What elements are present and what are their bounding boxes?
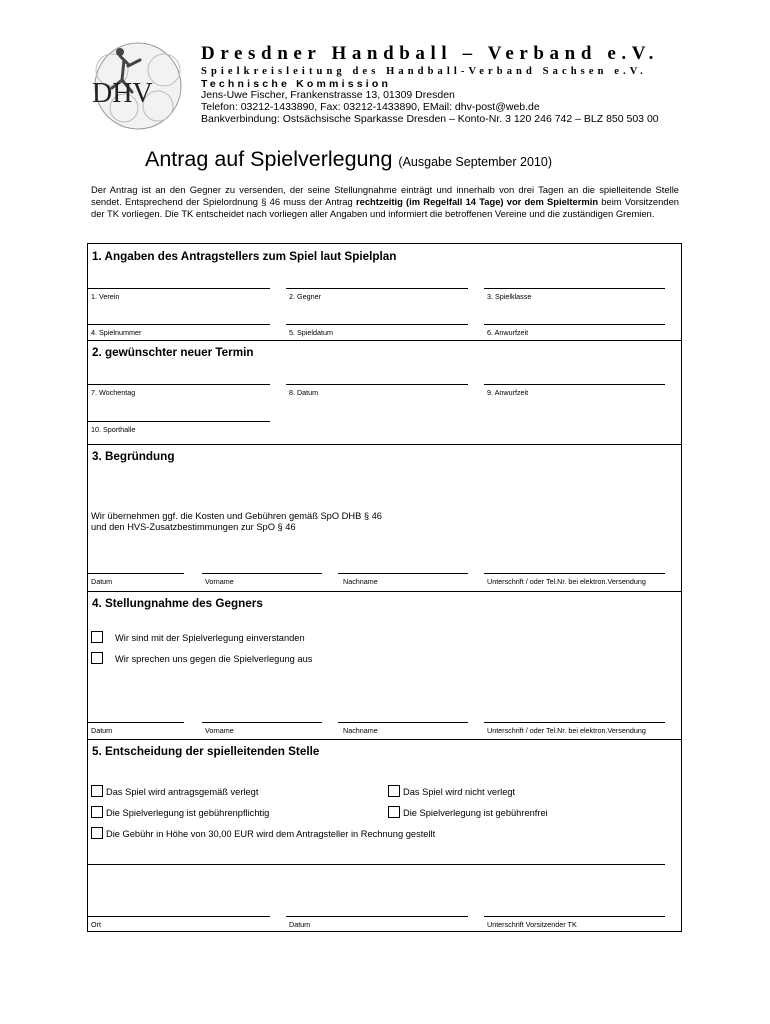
intro-part2: beim Vorsitzenden der TK vorliegen. Die TK entscheidet nach vorliegen aller Angaben und informiert die betroffenen Vereine und die zuständigen Gremien.: [91, 195, 679, 219]
page-title: [145, 147, 552, 172]
field-anwurfzeit[interactable]: [484, 324, 665, 325]
section-divider: [87, 444, 682, 445]
label-sporthalle: 10. Sporthalle: [91, 425, 136, 434]
section-divider: [87, 591, 682, 592]
sign-unterschrift[interactable]: [484, 573, 665, 574]
sign-nachname[interactable]: [338, 573, 468, 574]
section-1-title: 1. Angaben des Antragstellers zum Spiel laut Spielplan: [92, 250, 397, 263]
sign-datum[interactable]: [88, 722, 184, 723]
sign-unterschrift-tk[interactable]: [484, 916, 665, 917]
option-gebuehr-rechnung: Die Gebühr in Höhe von 30,00 EUR wird dem Antragsteller in Rechnung gestellt: [106, 829, 436, 839]
field-remarks[interactable]: [88, 864, 665, 865]
label-spieldatum: 5. Spieldatum: [289, 328, 333, 337]
checkbox-dagegen[interactable]: [91, 652, 103, 664]
sign-vorname[interactable]: [202, 573, 322, 574]
section-3-title: 3. Begründung: [92, 450, 175, 463]
checkbox-nicht-verlegt[interactable]: [388, 785, 400, 797]
checkbox-einverstanden[interactable]: [91, 631, 103, 643]
org-phone: Telefon: 03212-1433890, Fax: 03212-1433890, EMail: dhv-post@web.de: [201, 101, 540, 113]
edition-text: (Ausgabe September 2010): [398, 155, 552, 169]
org-bank: Bankverbindung: Ostsächsische Sparkasse Dresden – Konto-Nr. 3 120 246 742 – BLZ 850 503 00: [201, 113, 659, 125]
cost-line-2: und den HVS-Zusatzbestimmungen zur SpO § 46: [91, 522, 296, 532]
checkbox-gebuehrenfrei[interactable]: [388, 806, 400, 818]
label-nachname: Nachname: [343, 726, 378, 735]
field-wochentag[interactable]: [88, 384, 270, 385]
label-unterschrift: Unterschrift / oder Tel.Nr. bei elektron.Versendung: [487, 726, 646, 735]
option-einverstanden: Wir sind mit der Spielverlegung einverstanden: [115, 633, 305, 643]
section-divider: [87, 739, 682, 740]
sign-vorname[interactable]: [202, 722, 322, 723]
sign-ort[interactable]: [88, 916, 270, 917]
field-spielnummer[interactable]: [88, 324, 270, 325]
label-anwurfzeit: 6. Anwurfzeit: [487, 328, 529, 337]
option-gebuehrenpflichtig: Die Spielverlegung ist gebührenpflichtig: [106, 808, 270, 818]
label-datum: 8. Datum: [289, 388, 319, 397]
checkbox-gebuehr-rechnung[interactable]: [91, 827, 103, 839]
label-new-anwurfzeit: 9. Anwurfzeit: [487, 388, 529, 397]
sign-datum[interactable]: [88, 573, 184, 574]
option-dagegen: Wir sprechen uns gegen die Spielverlegung aus: [115, 654, 313, 664]
intro-paragraph: [91, 184, 679, 219]
title-text: Antrag auf Spielverlegung: [145, 147, 393, 171]
org-contact: Jens-Uwe Fischer, Frankenstrasse 13, 01309 Dresden: [201, 89, 455, 101]
field-gegner[interactable]: [286, 288, 468, 289]
label-datum: Datum: [289, 920, 311, 929]
field-new-anwurfzeit[interactable]: [484, 384, 665, 385]
section-4-title: 4. Stellungnahme des Gegners: [92, 597, 263, 610]
org-sub: Spielkreisleitung des Handball-Verband Sachsen e.V.: [201, 66, 647, 77]
label-nachname: Nachname: [343, 577, 378, 586]
intro-bold: rechtzeitig (im Regelfall 14 Tage) vor dem Spieltermin: [355, 195, 599, 207]
section-5-title: 5. Entscheidung der spielleitenden Stelle: [92, 745, 320, 758]
intro-part1: Der Antrag ist an den Gegner zu versenden, der seine Stellungnahme einträgt und innerhalb von drei Tagen an die spielleitende Stelle sendet. Entsprechend der Spielordnung § 46 muss der Antrag: [91, 184, 679, 207]
label-vorname: Vorname: [205, 726, 234, 735]
label-spielklasse: 3. Spielklasse: [487, 292, 532, 301]
field-spieldatum[interactable]: [286, 324, 468, 325]
field-sporthalle[interactable]: [88, 421, 270, 422]
label-datum: Datum: [91, 726, 113, 735]
sign-nachname[interactable]: [338, 722, 468, 723]
option-gebuehrenfrei: Die Spielverlegung ist gebührenfrei: [403, 808, 548, 818]
dhv-logo: [84, 40, 192, 132]
field-spielklasse[interactable]: [484, 288, 665, 289]
section-2-title: 2. gewünschter neuer Termin: [92, 346, 254, 359]
field-verein[interactable]: [88, 288, 270, 289]
label-wochentag: 7. Wochentag: [91, 388, 136, 397]
cost-line-1: Wir übernehmen ggf. die Kosten und Gebühren gemäß SpO DHB § 46: [91, 511, 382, 521]
label-gegner: 2. Gegner: [289, 292, 321, 301]
section-divider: [87, 340, 682, 341]
label-unterschrift: Unterschrift / oder Tel.Nr. bei elektron.Versendung: [487, 577, 646, 586]
option-nicht-verlegt: Das Spiel wird nicht verlegt: [403, 787, 516, 797]
checkbox-verlegt[interactable]: [91, 785, 103, 797]
org-name: Dresdner Handball – Verband e.V.: [201, 43, 659, 64]
label-ort: Ort: [91, 920, 101, 929]
field-datum[interactable]: [286, 384, 468, 385]
label-datum: Datum: [91, 577, 113, 586]
label-spielnummer: 4. Spielnummer: [91, 328, 142, 337]
label-vorname: Vorname: [205, 577, 234, 586]
sign-unterschrift[interactable]: [484, 722, 665, 723]
option-verlegt: Das Spiel wird antragsgemäß verlegt: [106, 787, 259, 797]
sign-datum[interactable]: [286, 916, 468, 917]
logo-text: DHV: [92, 78, 153, 109]
org-dept: Technische Kommission: [201, 78, 392, 90]
checkbox-gebuehrenpflichtig[interactable]: [91, 806, 103, 818]
label-verein: 1. Verein: [91, 292, 120, 301]
label-unterschrift-tk: Unterschrift Vorsitzender TK: [487, 920, 577, 929]
